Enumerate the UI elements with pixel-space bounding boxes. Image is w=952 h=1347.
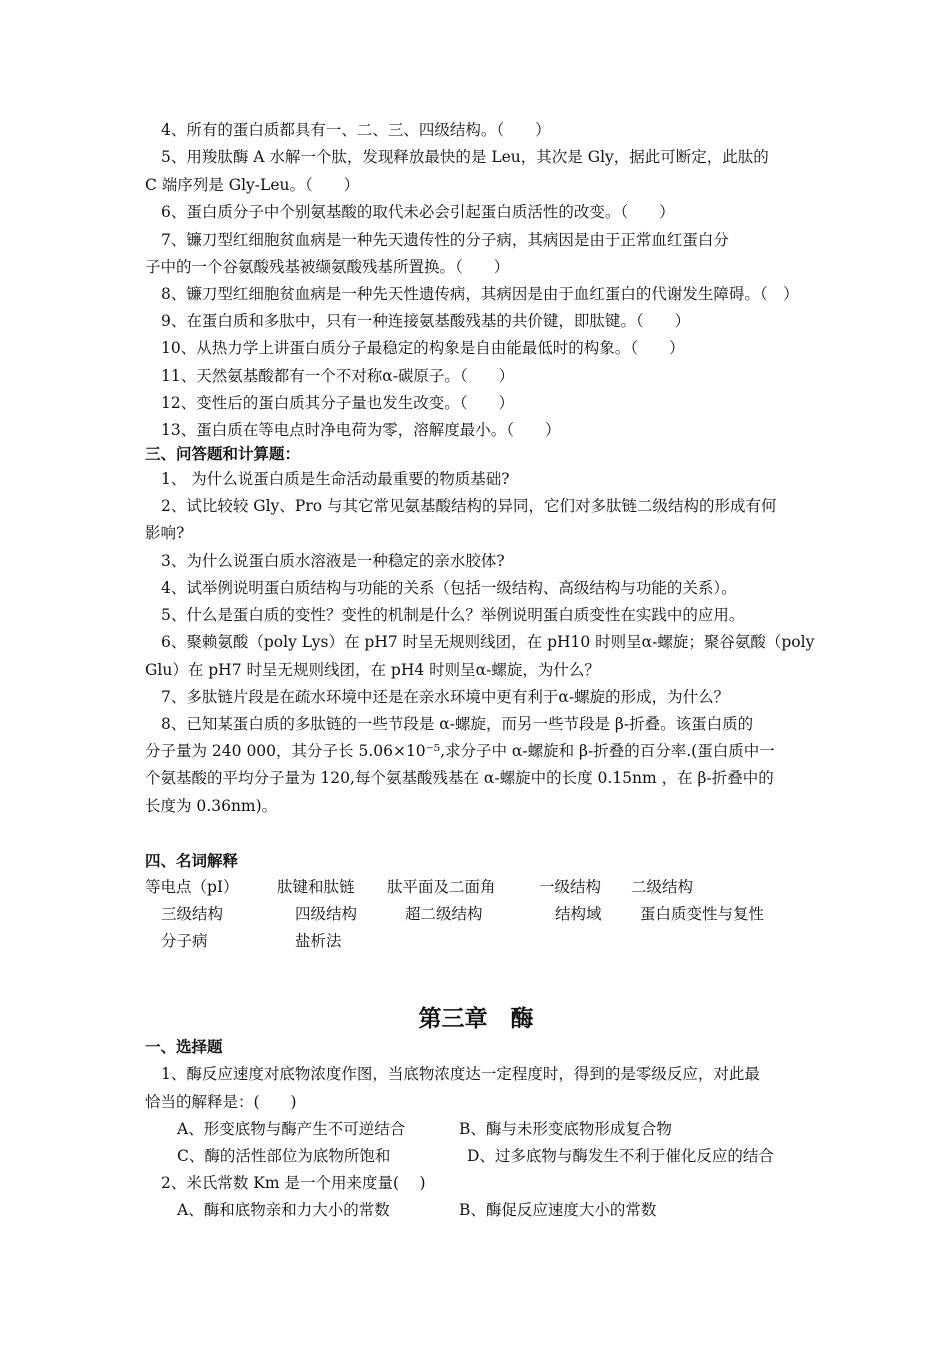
term: 三级结构 xyxy=(161,905,224,923)
judgement-item-12: 12、变性后的蛋白质其分子量也发生改变。（ ） xyxy=(161,394,514,412)
judgement-item-11: 11、天然氨基酸都有一个不对称α-碳原子。（ ） xyxy=(161,367,515,385)
chapter-title: 第三章 酶 xyxy=(418,1006,534,1032)
judgement-item-9: 9、在蛋白质和多肽中，只有一种连接氨基酸残基的共价键，即肽键。（ ） xyxy=(161,312,691,330)
judgement-item-4: 4、所有的蛋白质都具有一、二、三、四级结构。（ ） xyxy=(161,121,551,139)
term: 一级结构 xyxy=(539,878,602,896)
qa-item-8: 8、已知某蛋白质的多肽链的一些节段是 α-螺旋，而另一些节段是 β-折叠。该蛋白质的 xyxy=(161,715,754,733)
term: 二级结构 xyxy=(631,878,694,896)
qa-item-8-cont-1: 分子量为 240 000，其分子长 5.06×10⁻⁵,求分子中 α-螺旋和 β-折叠的百分率.(蛋白质中一 xyxy=(145,742,775,760)
terms-row-1 xyxy=(145,877,815,897)
term: 蛋白质变性与复性 xyxy=(640,905,765,923)
option-1a: A、形变底物与酶产生不可逆结合 xyxy=(177,1120,406,1138)
qa-item-2-cont: 影响? xyxy=(145,524,185,542)
judgement-item-7-cont: 子中的一个谷氨酸残基被缬氨酸残基所置换。（ ） xyxy=(145,258,510,276)
option-1c: C、酶的活性部位为底物所饱和 xyxy=(177,1147,391,1165)
judgement-item-13: 13、蛋白质在等电点时净电荷为零，溶解度最小。（ ） xyxy=(161,421,561,439)
terms-row-2 xyxy=(161,904,831,924)
term: 结构域 xyxy=(555,905,602,923)
ch3-section-1-title: 一、选择题 xyxy=(145,1037,223,1056)
qa-item-6: 6、聚赖氨酸（poly Lys）在 pH7 时呈无规则线团，在 pH10 时则呈α-螺旋；聚谷氨酸（poly xyxy=(161,633,815,651)
option-2b: B、酶促反应速度大小的常数 xyxy=(459,1201,657,1219)
judgement-item-10: 10、从热力学上讲蛋白质分子最稳定的构象是自由能最低时的构象。（ ） xyxy=(161,339,685,357)
ch3-item-1: 1、酶反应速度对底物浓度作图，当底物浓度达一定程度时，得到的是零级反应，对此最 xyxy=(161,1065,760,1083)
option-1b: B、酶与未形变底物形成复合物 xyxy=(459,1120,672,1138)
qa-item-8-cont-3: 长度为 0.36nm)。 xyxy=(145,797,278,815)
option-2a: A、酶和底物亲和力大小的常数 xyxy=(177,1201,390,1219)
qa-item-4: 4、试举例说明蛋白质结构与功能的关系（包括一级结构、高级结构与功能的关系）。 xyxy=(161,579,737,597)
qa-item-7: 7、多肽链片段是在疏水环境中还是在亲水环境中更有利于α-螺旋的形成，为什么？ xyxy=(161,688,730,706)
qa-item-1: 1、 为什么说蛋白质是生命活动最重要的物质基础? xyxy=(161,470,510,488)
judgement-item-7: 7、镰刀型红细胞贫血病是一种先天遗传性的分子病，其病因是由于正常血红蛋白分 xyxy=(161,231,729,249)
term: 肽键和肽链 xyxy=(277,878,355,896)
ch3-item-1-cont: 恰当的解释是：( ) xyxy=(145,1093,297,1111)
section-4-title: 四、名词解释 xyxy=(145,851,239,870)
term: 分子病 xyxy=(161,932,208,950)
section-3-title: 三、问答题和计算题： xyxy=(145,444,301,463)
qa-item-5: 5、什么是蛋白质的变性？变性的机制是什么？举例说明蛋白质变性在实践中的应用。 xyxy=(161,606,745,624)
judgement-item-5: 5、用羧肽酶 A 水解一个肽，发现释放最快的是 Leu，其次是 Gly，据此可断定，此肽的 xyxy=(161,148,769,166)
qa-item-3: 3、为什么说蛋白质水溶液是一种稳定的亲水胶体? xyxy=(161,552,505,570)
qa-item-6-cont: Glu）在 pH7 时呈无规则线团，在 pH4 时则呈α-螺旋，为什么？ xyxy=(145,661,600,679)
terms-row-3 xyxy=(161,931,831,951)
term: 超二级结构 xyxy=(405,905,483,923)
option-1d: D、过多底物与酶发生不利于催化反应的结合 xyxy=(467,1147,774,1165)
term: 等电点（pI） xyxy=(145,878,239,896)
qa-item-2: 2、试比较较 Gly、Pro 与其它常见氨基酸结构的异同，它们对多肽链二级结构的形成有何 xyxy=(161,497,777,515)
judgement-item-8: 8、镰刀型红细胞贫血病是一种先天性遗传病，其病因是由于血红蛋白的代谢发生障碍。（ ） xyxy=(161,285,799,303)
judgement-item-5-cont: C 端序列是 Gly-Leu。（ ） xyxy=(145,176,360,194)
qa-item-8-cont-2: 个氨基酸的平均分子量为 120,每个氨基酸残基在 α-螺旋中的长度 0.15nm ，在 β-折叠中的 xyxy=(145,769,774,787)
ch3-item-2: 2、米氏常数 Km 是一个用来度量( ) xyxy=(161,1174,426,1192)
term: 盐析法 xyxy=(295,932,342,950)
term: 四级结构 xyxy=(295,905,358,923)
judgement-item-6: 6、蛋白质分子中个别氨基酸的取代未必会引起蛋白质活性的改变。（ ） xyxy=(161,203,675,221)
term: 肽平面及二面角 xyxy=(387,878,496,896)
